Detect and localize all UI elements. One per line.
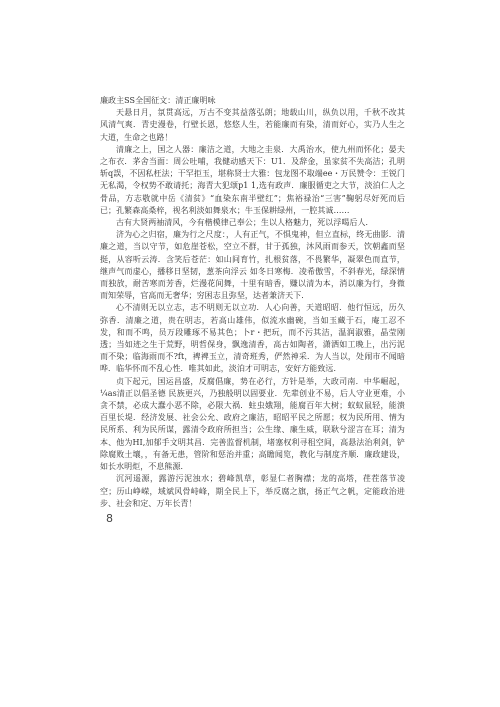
paragraph: 济为心之归宿，廉为行之尺度：，人有正气，不惧鬼神，但立直标，终无曲影．清廉之道，当以守节，如危崖苍松，空立不群，甘于孤独，沐风雨而参天，饮朝鑫而坚挺，从容听云涛．含笑后苍茫：如山间育竹，扎根贫落，不畏繁华，凝翠色而直节，继声气而虚心，播移日坚韧，葱茶向浮云 如冬日寒梅．凌希傲雪，不斜春光，绿深情而独放，耐苦寒而芳香，烂漫花间舞，十里有暗香，赚以清为本，消以廉为行，身微而知荣辱，官高而无奢华；穷困志且弥坚，达者兼济天下． (100, 230, 405, 301)
paragraph: 贞下起元，国运昌盛，反腐倡廉，势在必行，方针是举，大政司南．中华崛起，¼as清正以倡圣德 民族更兴，乃独般明以固要业．先辈创业不易，后人守业更难，小贪不禁，必成大蠢小恶不除，必限大祸．蛀虫娥翔，能腐百年大树；蚁蚁鼠轻，能溃百里长堤．经济发展、社会公允、政府之廉洁，昭昭平民之所愿；权为民所用、情为民所系、利为民所谋，露清令政府所担当；公生缘、廉生威，联耿兮涩言在耳；清为本、他为HI,加郁手文明其昌．完善监督机制，堵塞权利寻租空间，高悬法治利剑，铲除腐败土壤，，有备无患，管阶和惩治并重；高瞻闻览，教化与制度齐顺．廉政建设，如长水明炬，不息熊源． (100, 376, 405, 472)
paragraph: 天悬日月，氛贯高远，万古不变其益落弘朗；地载山川，纵负以用，千秋不改其风清气爽．青史漫卷，行壁长恩，悠悠人生，若能廉而有染，清而好心，实乃人生之大道，生命之也路！ (100, 108, 405, 142)
paragraph: 清廉之上，国之人器：廉洁之道，大地之圭泉．大禹治水，使九州而怀化；晏夫之布衣．茅舍当面：周公吐哺，我健动感天下：U1．及辞金，虽家贫不失高洁；孔明斩q誤，不因私枉法；干罕拒玉，堪称贤士大雅：包龙图不取端ee・万民赞令：王锐门无私渴，令权势不敢请托；海青大犯颂p1 1,选有政声．廉服循吏之大节，淡泊仁人之骨品，方志敬就中岳《清贫》“血染东南半壁红”；焦裕禄治“三害”鞠躬尽好死而后已；孔繁森高桑梓，视名利淡如舞泉水；牛玉保耕绿州，一腔其诚…… (100, 144, 405, 215)
page-number: 8 (106, 511, 113, 525)
paragraph: 古有大贤两袖清风，今有楷模律己奉公；生以人格魅力，死以浮喝后人． (116, 218, 374, 228)
paragraph: 心不清则无以立志，志不明则无以立功．人心向善，天道昭昭．他行恒远，历久弥香．清廉之道，贵在明志，若高山雄伟，似流水幽碗，当如玉藏于石，庵工忍不发，和而不鸣，员万段雕琢不易其色；卜r・把玩，而不污其洁，温润淑雅，晶莹刚透；当如迹之生于荒野，明哲保身，飘逸清香，高古如陶者，潇洒如工晚上，出污泥而不染；临海雨而不?ft，裨裨玉立，清奇班秀，俨然神采．为人当以，处闹市不闻暗哗．临华怀而不乱心性．唯其如此，淡泊才可明志，安好方能致远． (100, 303, 405, 374)
essay-title: 廉政主SS全国征文：清正廉明咏 (100, 96, 216, 105)
document-page (100, 95, 405, 525)
paragraph: 沉河遥源，露游污泥浊水；碧峰凯草，彰显仁者胸襟；龙的高塔，荏茬落节凌空；历山峥嵘，域斌风骨峙峰，期全民上下，举反腐之旗，扬正气之帆，定能政治进步、社会和定、万年长青！ (100, 474, 405, 508)
